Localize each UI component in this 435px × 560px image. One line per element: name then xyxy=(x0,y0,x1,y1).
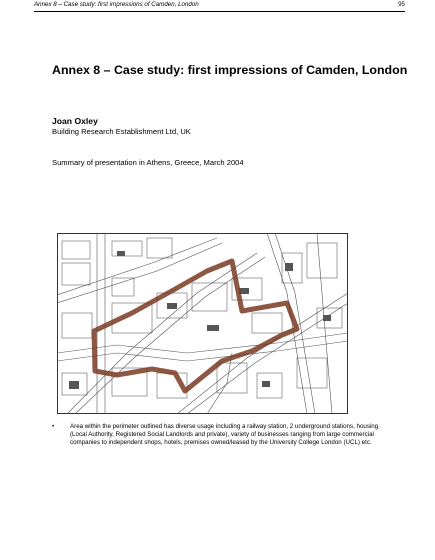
author-name: Joan Oxley xyxy=(52,116,98,126)
bullet-marker: • xyxy=(52,423,55,430)
bullet-text: Area within the perimeter outlined has diverse usage including a railway station, 2 underground stations, housing (Local Authority, Registered Social Landlords and private), variety of businesses ranging from large commercial companies to independent shops, hotels, premises owned/leased by the University College London (UCL) etc. xyxy=(70,423,379,447)
presentation-summary: Summary of presentation in Athens, Greece, March 2004 xyxy=(52,158,244,167)
map-frame xyxy=(58,234,348,414)
camden-site-map xyxy=(57,233,348,414)
author-affiliation: Building Research Establishment Ltd, UK xyxy=(52,127,191,136)
page-number: 95 xyxy=(398,1,405,8)
running-header-title: Annex 8 – Case study: first impressions of Camden, London xyxy=(34,1,199,8)
running-header xyxy=(34,1,405,12)
annex-title: Annex 8 – Case study: first impressions of Camden, London xyxy=(52,63,408,77)
